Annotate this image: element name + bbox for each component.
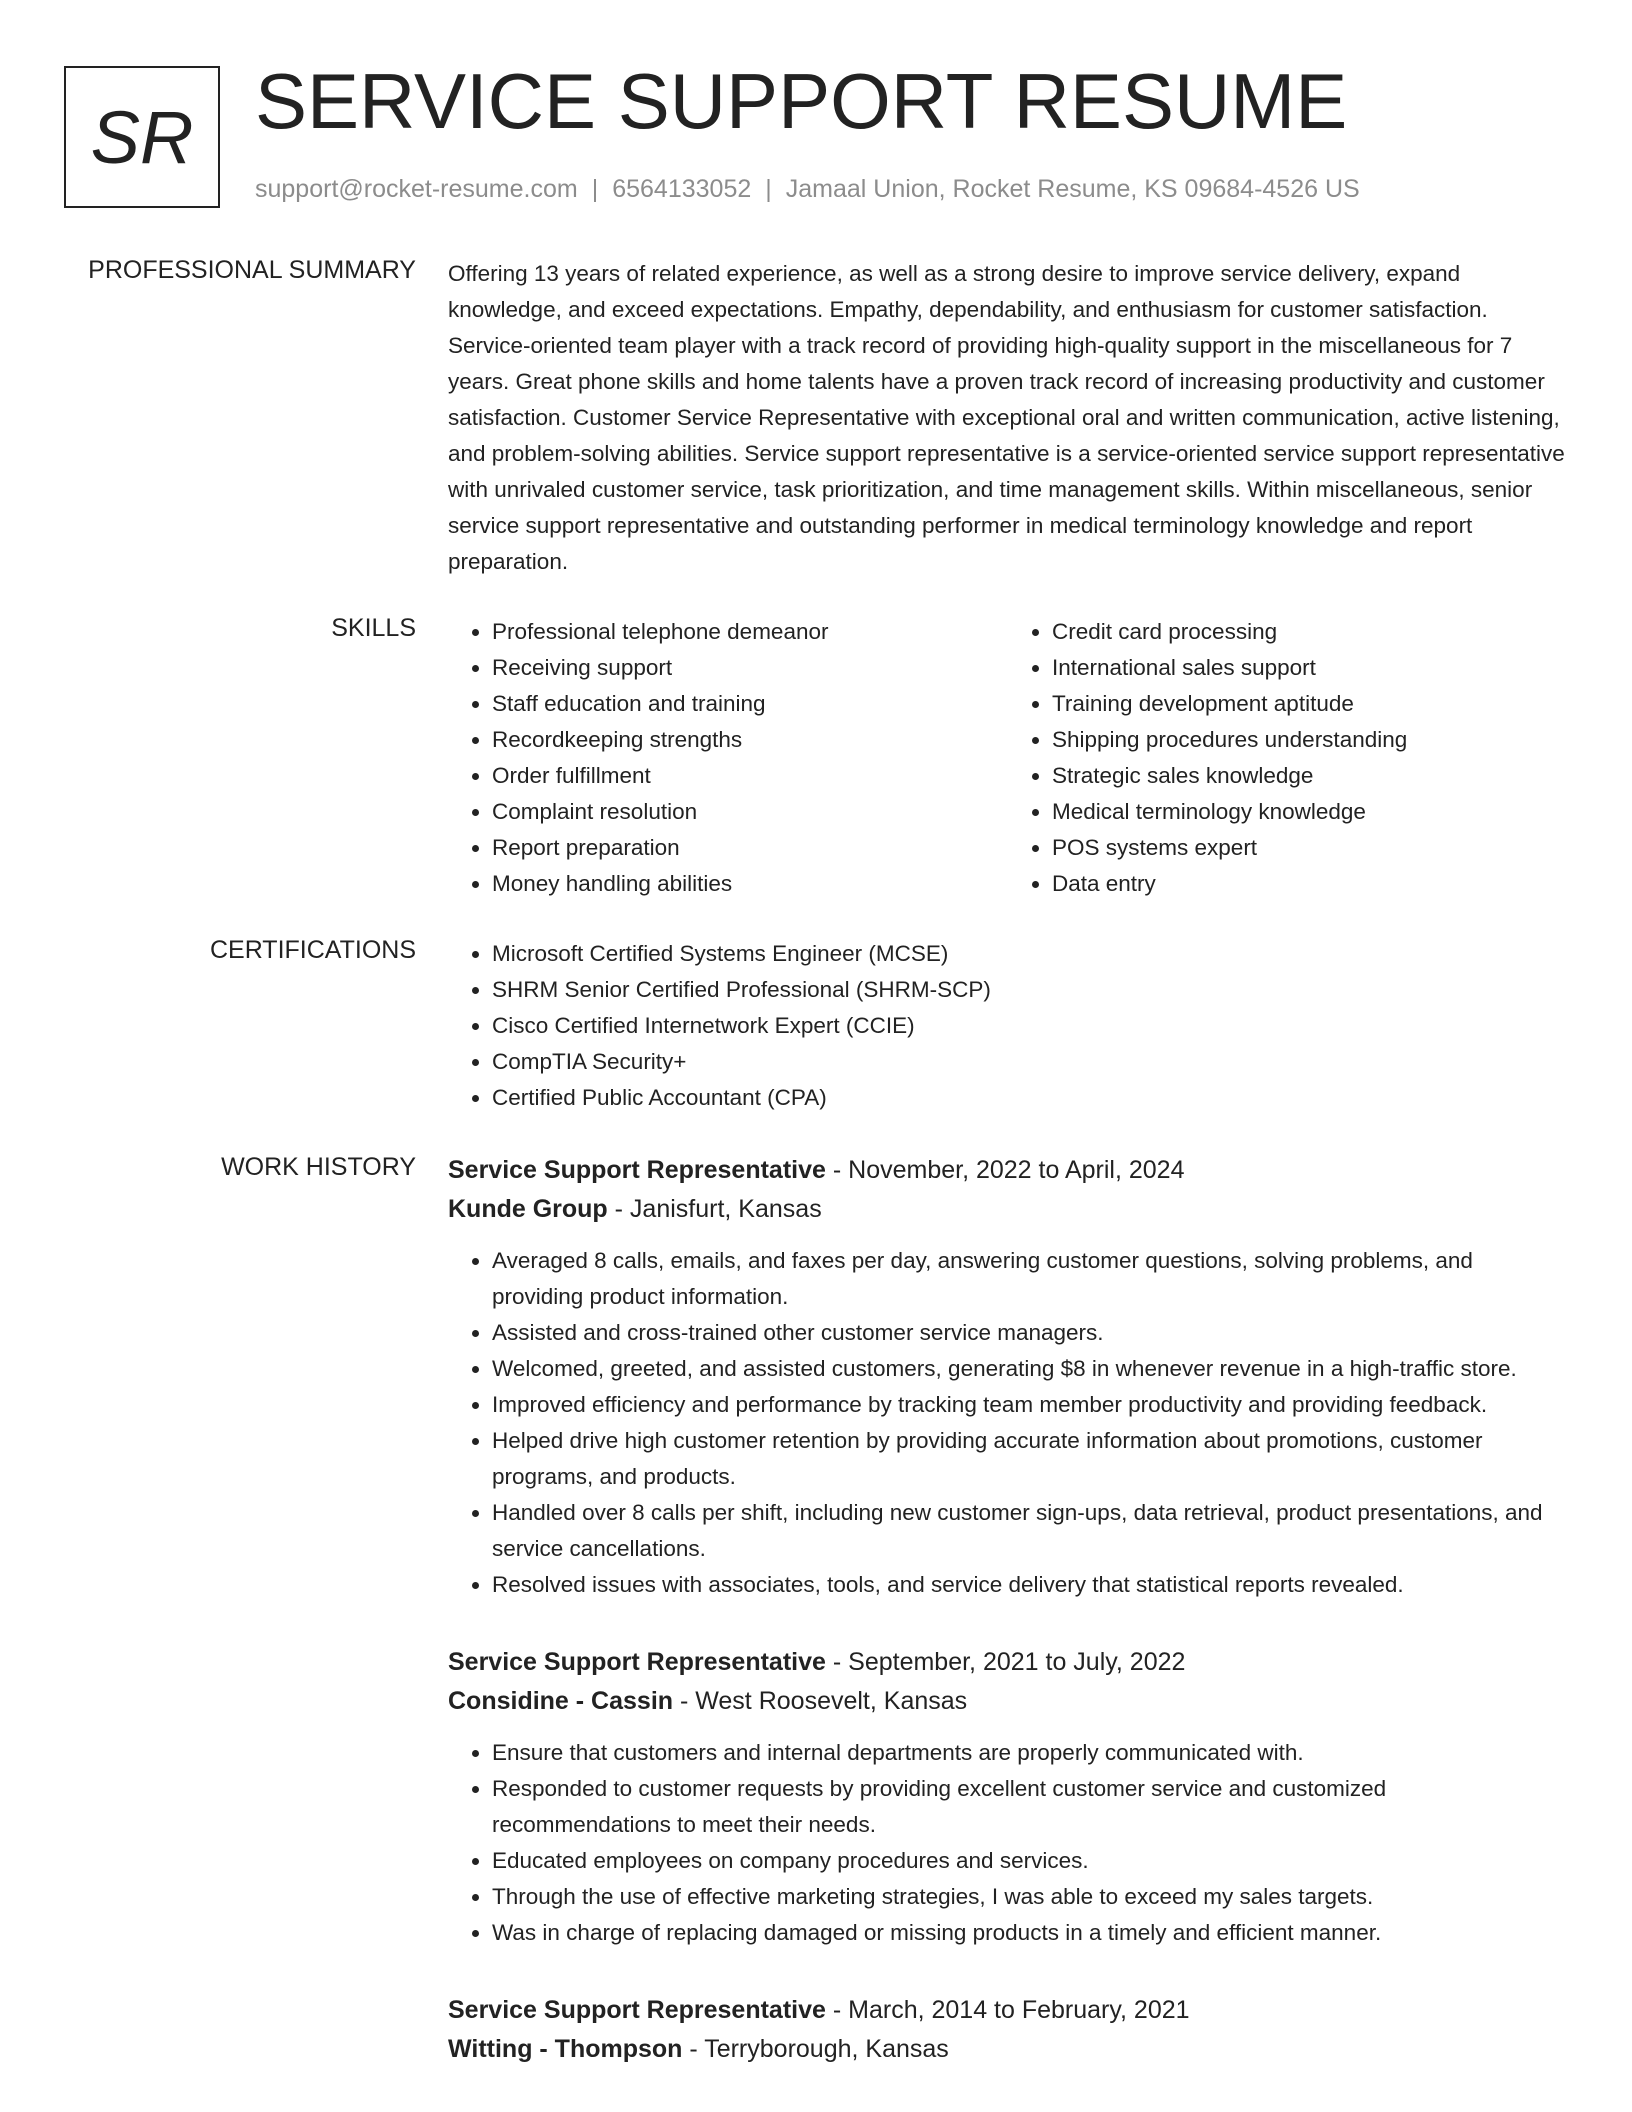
- skill-item: • International sales support: [1052, 650, 1568, 686]
- summary-text: Offering 13 years of related experience, as well as a strong desire to improve service delivery, expand knowledge, and exceed expectations. Empathy, dependability, and enthusiasm for customer satisfaction. Service-oriented team player with a track record of providing high-quality support in the miscellaneous for 7 years. Great phone skills and home talents have a proven track record of increasing productivity and customer satisfaction. Customer Service Representative with exceptional oral and written communication, active listening, and problem-solving abilities. Service support representative is a service-oriented service support representative with unrivaled customer service, task prioritization, and time management skills. Within miscellaneous, senior service support representative and outstanding performer in medical terminology knowledge and report preparation.: [448, 261, 1565, 574]
- skill-item: • Data entry: [1052, 866, 1568, 902]
- work-history-section: [448, 1151, 1568, 2109]
- skill-item: • Professional telephone demeanor: [492, 614, 1008, 650]
- job-duty: • Improved efficiency and performance by tracking team member productivity and providing feedback.: [492, 1387, 1568, 1423]
- skill-item: • POS systems expert: [1052, 830, 1568, 866]
- job-company: Considine - Cassin: [448, 1687, 674, 1715]
- job-dates: - March, 2014 to February, 2021: [825, 1996, 1190, 2024]
- job-location: - Janisfurt, Kansas: [607, 1195, 822, 1223]
- certification-item: • Microsoft Certified Systems Engineer (MCSE): [492, 936, 1568, 972]
- job-title: Service Support Representative: [448, 1156, 826, 1184]
- job-duties-list: [448, 1735, 1568, 1951]
- contact-email[interactable]: support@rocket-resume.com: [255, 175, 578, 203]
- job-duty: • Assisted and cross-trained other customer service managers.: [492, 1315, 1568, 1351]
- skill-item: • Complaint resolution: [492, 794, 1008, 830]
- job-duty: • Welcomed, greeted, and assisted customers, generating $8 in whenever revenue in a high-traffic store.: [492, 1351, 1568, 1387]
- skill-item: • Medical terminology knowledge: [1052, 794, 1568, 830]
- skill-item: • Recordkeeping strengths: [492, 722, 1008, 758]
- job-company-line: [448, 1189, 1568, 1229]
- section-label-summary: PROFESSIONAL SUMMARY: [88, 256, 416, 284]
- skill-item: • Receiving support: [492, 650, 1008, 686]
- job-title-line: [448, 1991, 1568, 2029]
- job-duty: • Responded to customer requests by providing excellent customer service and customized recommendations to meet their needs.: [492, 1771, 1568, 1843]
- certification-item: • SHRM Senior Certified Professional (SHRM-SCP): [492, 972, 1568, 1008]
- job-duty: • Was in charge of replacing damaged or missing products in a timely and efficient manner.: [492, 1915, 1568, 1951]
- skill-item: • Shipping procedures understanding: [1052, 722, 1568, 758]
- section-label-certifications: CERTIFICATIONS: [209, 936, 416, 964]
- job-duty: • Educated employees on company procedures and services.: [492, 1843, 1568, 1879]
- job-location: - West Roosevelt, Kansas: [673, 1687, 968, 1715]
- job-company: Kunde Group: [448, 1195, 608, 1223]
- section-label-work-history: WORK HISTORY: [221, 1153, 416, 1181]
- job-company-line: [448, 1681, 1568, 1721]
- job-company-line: [448, 2029, 1568, 2069]
- summary-section: [448, 256, 1568, 580]
- job-duty: • Averaged 8 calls, emails, and faxes per day, answering customer questions, solving problems, and providing product information.: [492, 1243, 1568, 1315]
- job-duty: • Through the use of effective marketing strategies, I was able to exceed my sales targets.: [492, 1879, 1568, 1915]
- certification-item: • Certified Public Accountant (CPA): [492, 1080, 1568, 1116]
- job-duty: • Helped drive high customer retention by providing accurate information about promotions, customer programs, and products.: [492, 1423, 1568, 1495]
- job-entry: [448, 1991, 1568, 2069]
- skills-list-left: [448, 614, 1008, 902]
- job-location: - Terryborough, Kansas: [682, 2035, 949, 2063]
- job-company: Witting - Thompson: [448, 2035, 683, 2063]
- skill-item: • Order fulfillment: [492, 758, 1008, 794]
- contact-separator: |: [765, 175, 772, 203]
- certifications-section: [448, 936, 1568, 1116]
- skills-section: [448, 614, 1568, 902]
- resume-title: SERVICE SUPPORT RESUME: [255, 57, 1348, 145]
- job-title-line: [448, 1643, 1568, 1681]
- contact-separator: |: [591, 175, 599, 203]
- skill-item: • Money handling abilities: [492, 866, 1008, 902]
- section-label-skills: SKILLS: [331, 614, 416, 642]
- job-duty: • Ensure that customers and internal departments are properly communicated with.: [492, 1735, 1568, 1771]
- job-title: Service Support Representative: [448, 1648, 826, 1676]
- certification-item: • Cisco Certified Internetwork Expert (CCIE): [492, 1008, 1568, 1044]
- skill-item: • Training development aptitude: [1052, 686, 1568, 722]
- job-entry: [448, 1643, 1568, 1951]
- certification-item: • CompTIA Security+: [492, 1044, 1568, 1080]
- job-duty: • Handled over 8 calls per shift, including new customer sign-ups, data retrieval, product presentations, and service cancellations.: [492, 1495, 1568, 1567]
- skill-item: • Report preparation: [492, 830, 1008, 866]
- job-title-line: [448, 1151, 1568, 1189]
- job-entry: [448, 1151, 1568, 1603]
- certifications-list: [448, 936, 1568, 1116]
- job-duty: • Resolved issues with associates, tools, and service delivery that statistical reports revealed.: [492, 1567, 1568, 1603]
- skill-item: • Credit card processing: [1052, 614, 1568, 650]
- contact-line: [255, 175, 1360, 204]
- job-dates: - November, 2022 to April, 2024: [825, 1156, 1185, 1184]
- job-duties-list: [448, 1243, 1568, 1603]
- skill-item: • Strategic sales knowledge: [1052, 758, 1568, 794]
- monogram-box: [64, 66, 220, 208]
- skill-item: • Staff education and training: [492, 686, 1008, 722]
- job-title: Service Support Representative: [448, 1996, 826, 2024]
- contact-phone[interactable]: 6564133052: [612, 175, 752, 203]
- skills-list-right: [1008, 614, 1568, 902]
- job-dates: - September, 2021 to July, 2022: [825, 1648, 1186, 1676]
- contact-address: Jamaal Union, Rocket Resume, KS 09684-4526 US: [785, 175, 1360, 203]
- monogram-initials: SR: [90, 95, 194, 179]
